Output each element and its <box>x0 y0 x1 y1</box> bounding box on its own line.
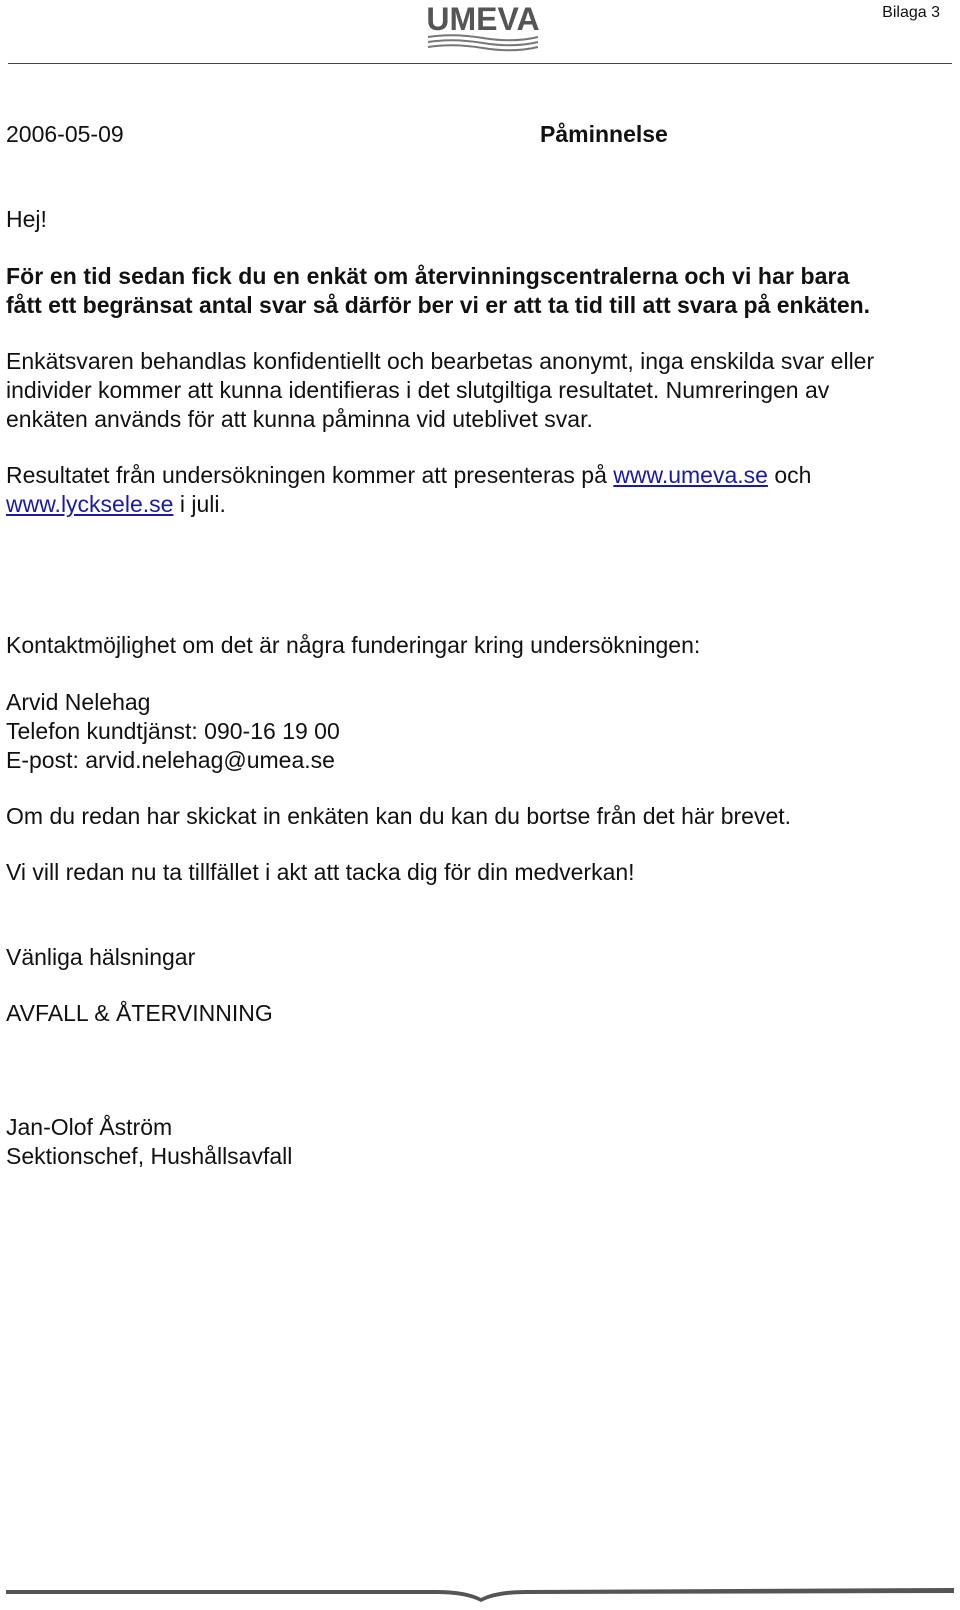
logo-waves <box>428 35 538 50</box>
signer-name: Jan-Olof Åström <box>6 1114 173 1140</box>
closing-greeting: Vänliga hälsningar <box>6 944 196 970</box>
results-line-1 <box>6 461 811 490</box>
results-suffix: i juli. <box>173 491 226 517</box>
intro-line-2: fått ett begränsat antal svar så därför ber vi er att ta tid till att svara på enkäten. <box>6 292 871 318</box>
logo-wordmark: UMEVA <box>426 1 540 37</box>
contact-phone: Telefon kundtjänst: 090-16 19 00 <box>6 718 340 744</box>
umeva-link[interactable]: www.umeva.se <box>613 462 768 488</box>
signer-title: Sektionschef, Hushållsavfall <box>6 1143 293 1169</box>
results-prefix: Resultatet från undersökningen kommer att presenteras på <box>6 462 614 488</box>
results-middle: och <box>767 462 812 488</box>
confidentiality-line-2: individer kommer att kunna identifieras i det slutgiltiga resultatet. Numreringen av <box>6 377 830 403</box>
confidentiality-line-3: enkäten används för att kunna påminna vid uteblivet svar. <box>6 406 593 432</box>
header-divider <box>8 63 952 64</box>
attachment-label: Bilaga 3 <box>882 4 940 21</box>
footer-wave-bar <box>6 1584 954 1604</box>
contact-name: Arvid Nelehag <box>6 689 151 715</box>
results-line-2 <box>6 490 226 519</box>
department-name: AVFALL & ÅTERVINNING <box>6 1000 273 1026</box>
thanks-note: Vi vill redan nu ta tillfället i akt att tacka dig för din medverkan! <box>6 859 635 885</box>
already-sent-note: Om du redan har skickat in enkäten kan du kan du bortse från det här brevet. <box>6 803 792 829</box>
contact-intro: Kontaktmöjlighet om det är några funderingar kring undersökningen: <box>6 632 701 658</box>
letter-date: 2006-05-09 <box>6 121 124 147</box>
letter-subject: Påminnelse <box>540 121 668 147</box>
contact-email: E-post: arvid.nelehag@umea.se <box>6 747 335 773</box>
umeva-logo <box>418 0 548 56</box>
greeting: Hej! <box>6 206 47 232</box>
lycksele-link[interactable]: www.lycksele.se <box>6 491 174 517</box>
confidentiality-line-1: Enkätsvaren behandlas konfidentiellt och bearbetas anonymt, inga enskilda svar eller <box>6 348 875 374</box>
intro-line-1: För en tid sedan fick du en enkät om återvinningscentralerna och vi har bara <box>6 263 850 289</box>
